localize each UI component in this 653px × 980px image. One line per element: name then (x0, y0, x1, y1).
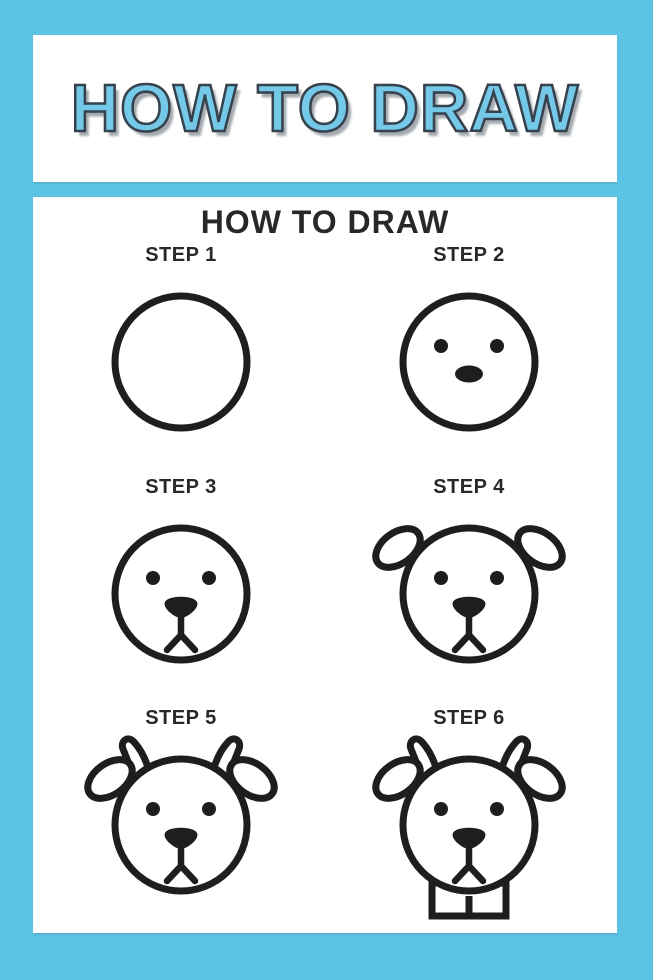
step-label-1: STEP 1 (145, 244, 217, 266)
step-cell-3 (56, 470, 306, 689)
tutorial-panel (33, 197, 617, 933)
step-label-4: STEP 4 (433, 475, 505, 498)
goat-head (115, 296, 247, 428)
step-cell-4 (344, 470, 594, 689)
step-label-3: STEP 3 (145, 475, 217, 498)
step-drawing-2 (344, 267, 594, 457)
step-label-6: STEP 6 (433, 707, 505, 730)
header-panel (33, 35, 617, 182)
goat-head (403, 296, 535, 428)
goat-head (115, 528, 247, 660)
step-drawing-3 (56, 499, 306, 689)
goat-nose-oval-icon (455, 366, 483, 383)
goat-head (403, 759, 535, 891)
step-drawing-6 (344, 730, 594, 920)
goat-head (403, 528, 535, 660)
tutorial-heading: HOW TO DRAW (200, 204, 450, 240)
step-drawing-4 (344, 499, 594, 689)
goat-head (115, 759, 247, 891)
step-label-2: STEP 2 (433, 244, 505, 266)
steps-grid (37, 238, 613, 933)
step-cell-1 (56, 238, 306, 457)
step-cell-2 (344, 238, 594, 457)
step-cell-6 (344, 701, 594, 920)
poster-title: HOW TO DRAW (70, 71, 580, 146)
step-cell-5 (56, 701, 306, 920)
step-drawing-1 (56, 267, 306, 457)
step-label-5: STEP 5 (145, 707, 217, 730)
step-drawing-5 (56, 730, 306, 920)
